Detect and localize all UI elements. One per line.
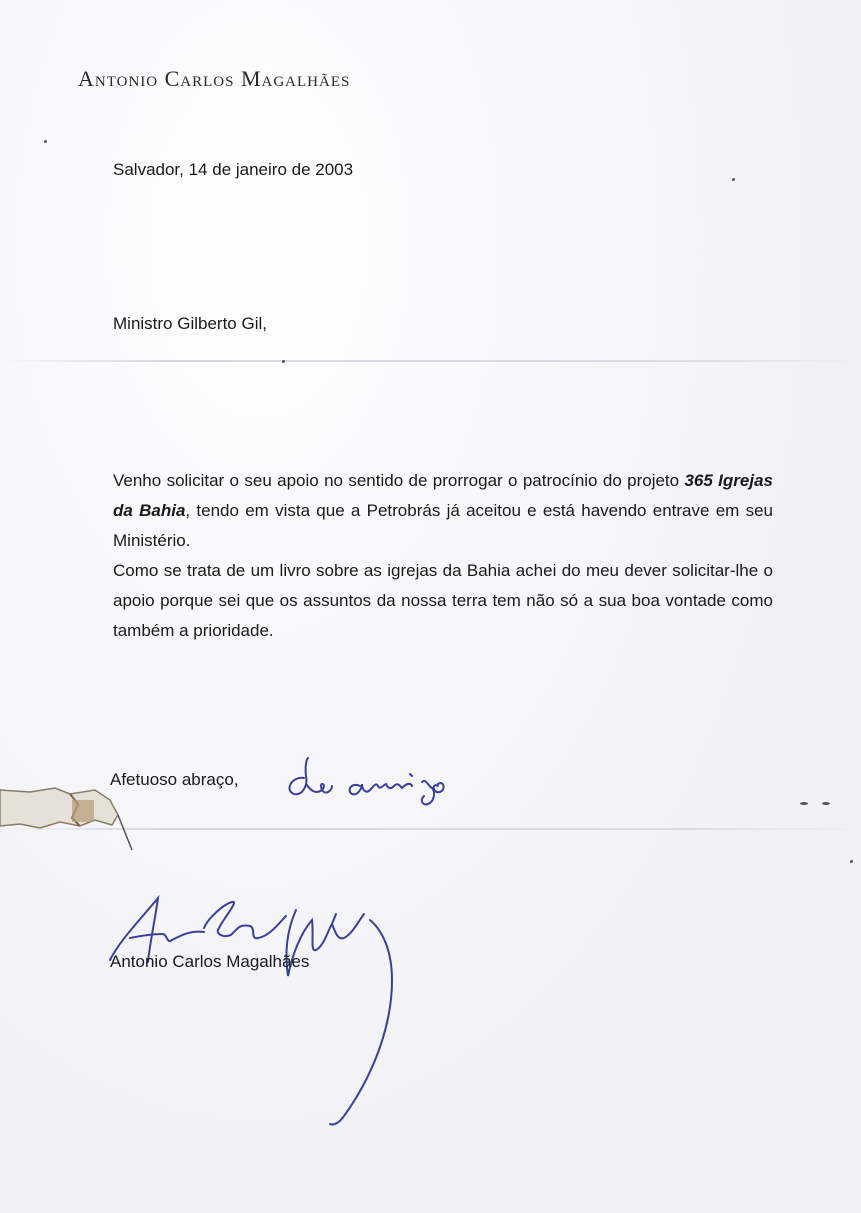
body-paragraph-2: Como se trata de um livro sobre as igrejas da Bahia achei do meu dever solicitar-lhe o apoio porque sei que os assuntos da nossa terra tem não só a sua boa vontade como também a prioridade. xyxy=(113,561,773,640)
letter-body xyxy=(113,466,773,646)
handwritten-signature xyxy=(100,880,420,1130)
paper-speck xyxy=(44,140,47,143)
closing-line: Afetuoso abraço, xyxy=(110,770,239,789)
paper-fold-line xyxy=(0,360,861,362)
body-paragraph-1-start: Venho solicitar o seu apoio no sentido de prorrogar o patrocínio do projeto xyxy=(113,471,685,490)
paper-speck xyxy=(282,360,285,363)
project-name: 365 Igrejas da Bahia xyxy=(113,471,773,520)
letterhead-name: Antonio Carlos Magalhães xyxy=(78,66,351,91)
handwritten-note xyxy=(282,756,482,806)
salutation: Ministro Gilberto Gil, xyxy=(113,314,267,333)
paper-speck xyxy=(800,802,808,805)
body-paragraph-1 xyxy=(113,466,773,556)
body-paragraph-1-end: , tendo em vista que a Petrobrás já aceitou e está havendo entrave em seu Ministério. xyxy=(113,501,774,550)
signer-name: Antonio Carlos Magalhães xyxy=(110,952,310,971)
paper-speck xyxy=(732,178,735,181)
paper-speck xyxy=(822,802,830,805)
paper-speck xyxy=(850,860,853,863)
letter-date: Salvador, 14 de janeiro de 2003 xyxy=(113,160,354,179)
